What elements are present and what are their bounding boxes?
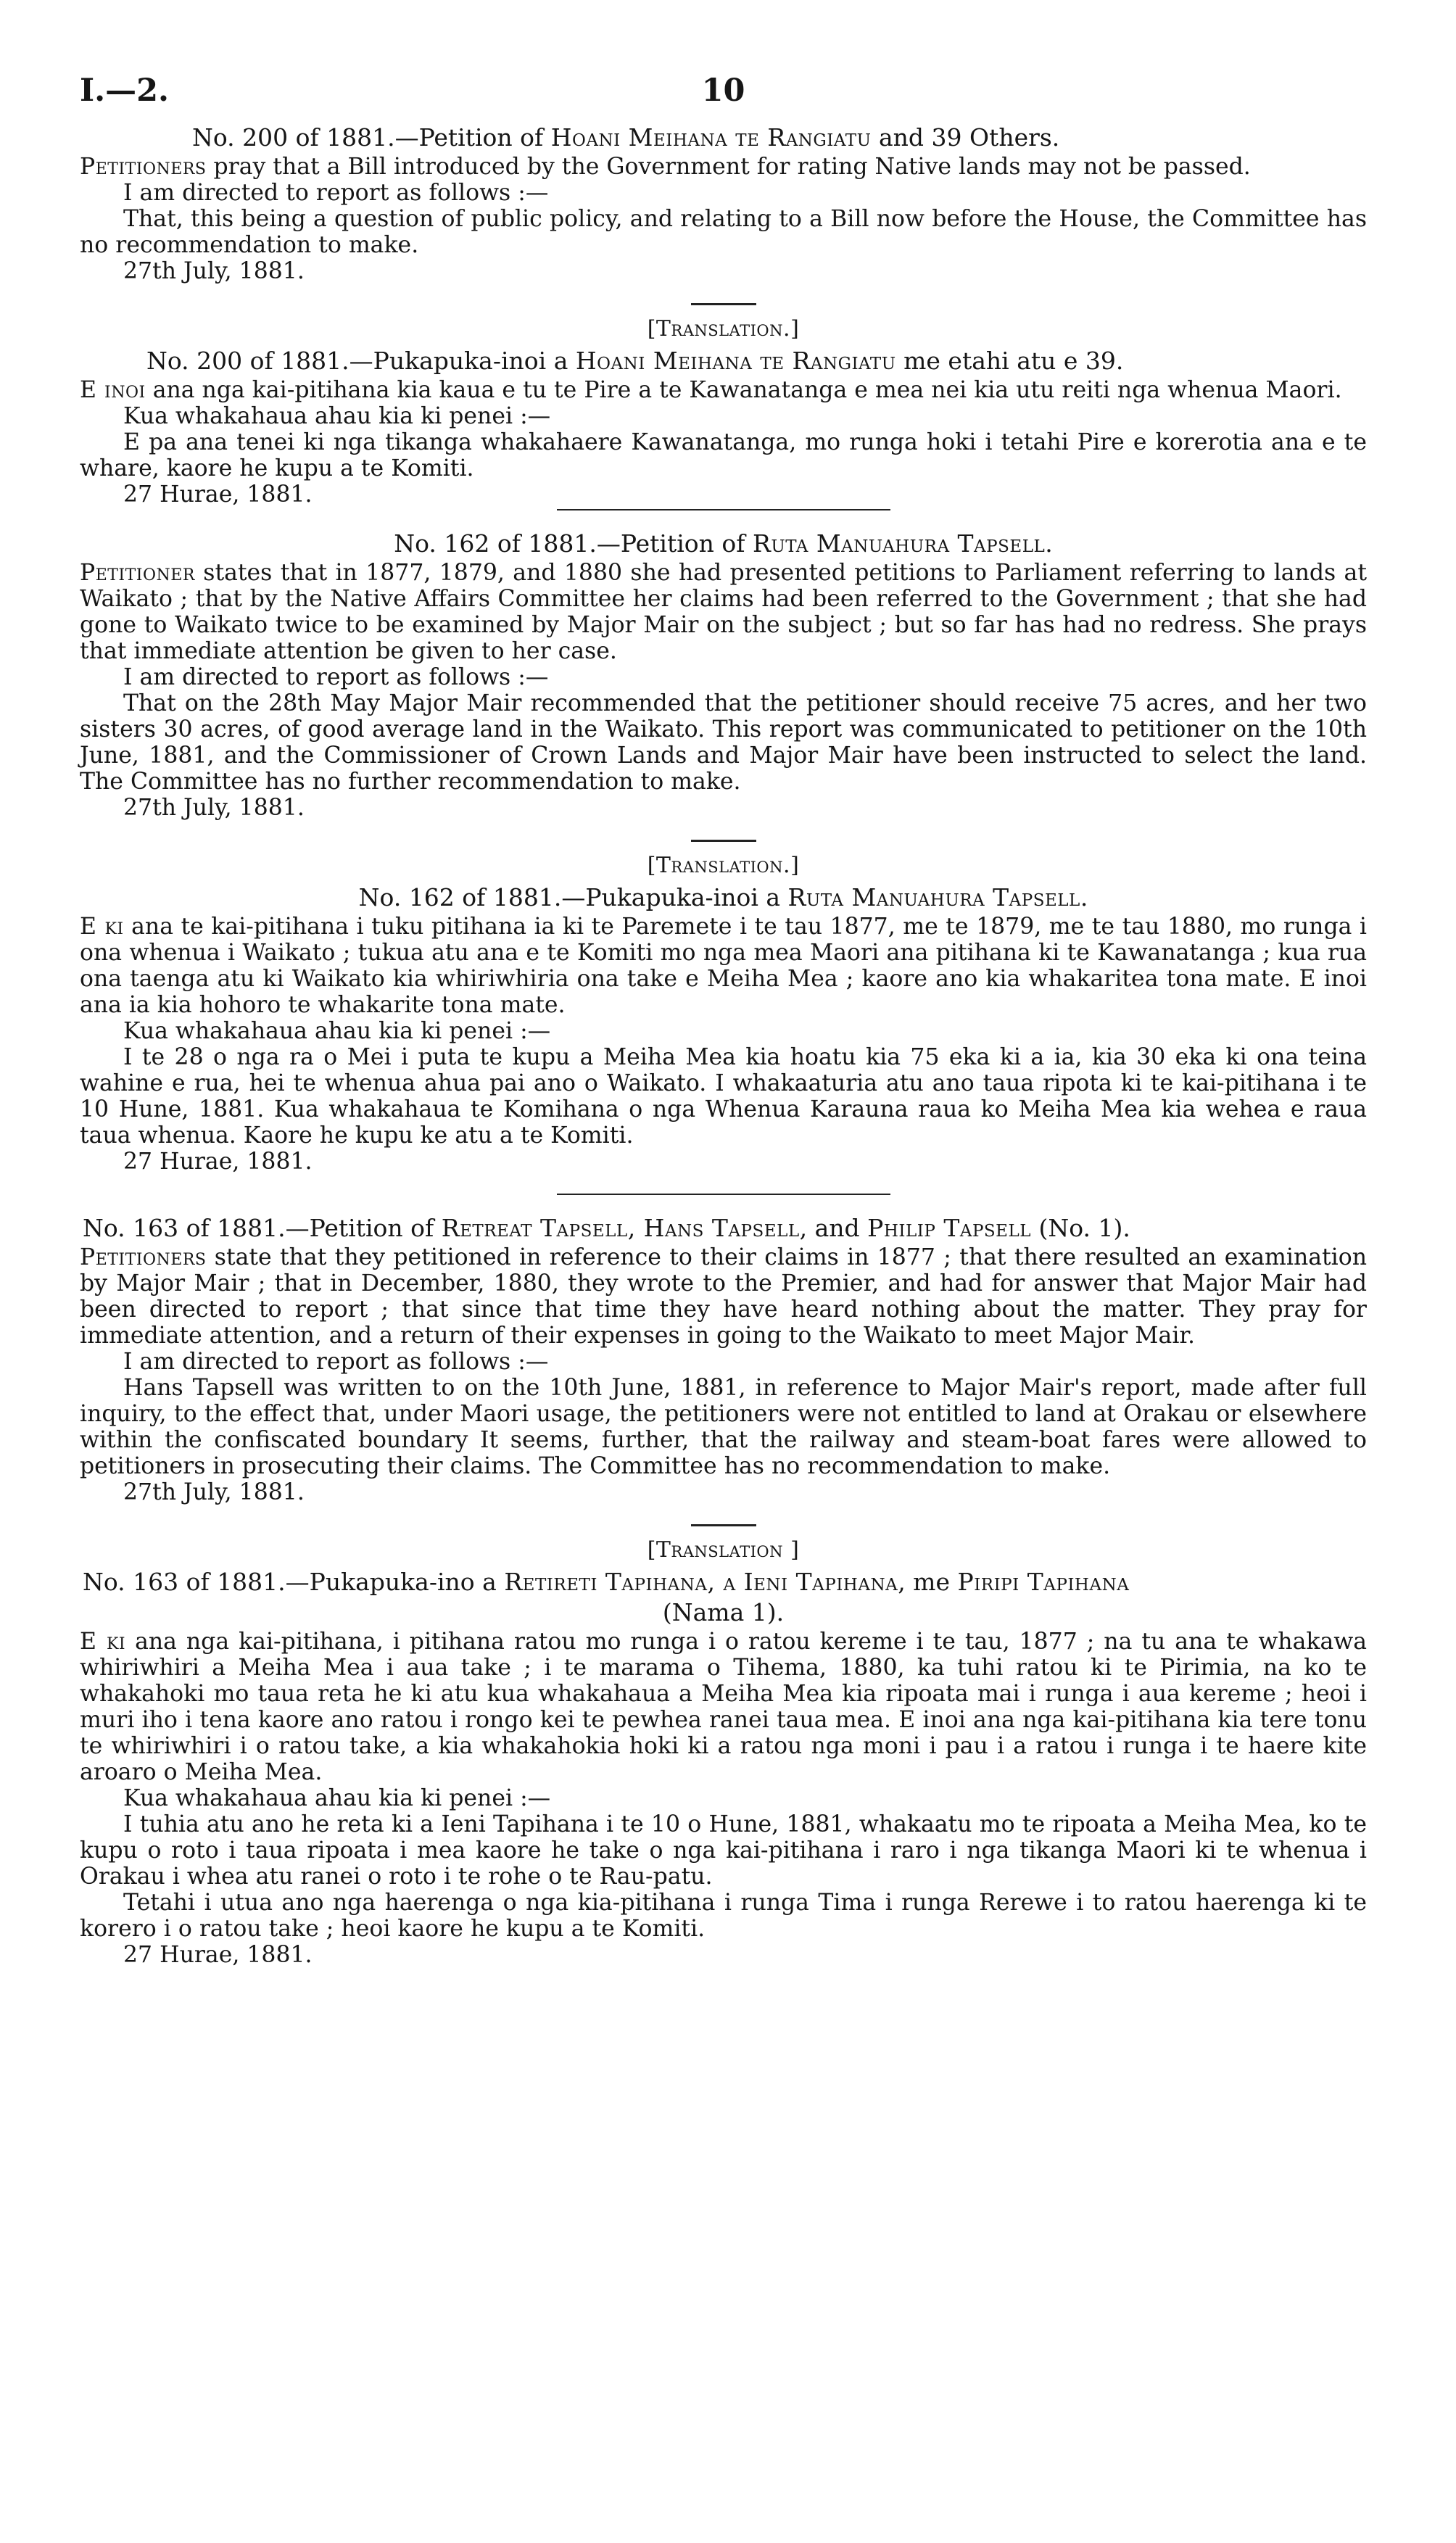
petition-prayer xyxy=(80,560,1367,664)
section-divider xyxy=(691,1524,756,1526)
petitioner-name: Hoani Meihana te Rangiatu xyxy=(575,347,896,375)
page-header xyxy=(80,73,1367,123)
petitioner-name: Ruta Manuahura Tapsell xyxy=(752,529,1046,558)
petition-heading xyxy=(80,529,1367,558)
petition-prayer xyxy=(80,154,1367,180)
petition-prayer xyxy=(80,377,1367,403)
section-divider xyxy=(557,509,890,510)
petitioner-name-2: Philip Tapsell xyxy=(867,1214,1032,1242)
petition-heading xyxy=(80,1568,1367,1597)
petition-prayer xyxy=(80,1244,1367,1349)
heading-number: No. 162 of 1881.—Pukapuka-inoi a xyxy=(358,883,788,911)
prayer-text: ana te kai-pitihana i tuku pitihana ia ki te Paremete i te tau 1877, me te 1879, me te tau 1880, mo runga i ona whenua i Waikato ; tukua atu ana e te Komiti mo nga mea Maori ana pitihana ki te Kawanatanga ; kua rua ona taenga atu ki Waikato kia whiriwhiria ona take e Meiha Mea ; kaore ano kia whakaritea tona mate. E inoi ana ia kia hohoro te whakarite tona mate. xyxy=(80,914,1367,1018)
petitioner-name: Retireti Tapihana, a Ieni Tapihana xyxy=(504,1568,898,1596)
petitioner-name: Retreat Tapsell, Hans Tapsell xyxy=(441,1214,800,1242)
petitioner-name: Hoani Meihana te Rangiatu xyxy=(550,123,872,152)
report-date: 27 Hurae, 1881. xyxy=(123,1942,313,1968)
report-date: 27th July, 1881. xyxy=(123,795,305,821)
heading-number: No. 163 of 1881.—Pukapuka-ino a xyxy=(83,1568,505,1596)
prayer-text: ana nga kai-pitihana kia kaua e tu te Pire a te Kawanatanga e mea nei kia utu reiti nga whenua Maori. xyxy=(145,377,1342,403)
petition-prayer xyxy=(80,1629,1367,1785)
heading-tail: . xyxy=(1045,529,1053,558)
translation-label-text: [Translation.] xyxy=(647,853,800,878)
report-intro: Kua whakahaua ahau kia ki penei :— xyxy=(123,403,551,429)
heading-connector: , me xyxy=(898,1568,958,1596)
heading-number: No. 163 of 1881.—Petition of xyxy=(83,1214,442,1242)
petition-200-maori xyxy=(80,314,1367,508)
translation-label xyxy=(80,851,1367,880)
petition-162-maori xyxy=(80,851,1367,1175)
heading-tail: and 39 Others. xyxy=(871,123,1060,152)
report-intro: I am directed to report as follows :— xyxy=(123,1349,549,1375)
report-text-2: Tetahi i utua ano nga haerenga o nga kia-pitihana i runga Tima i runga Rerewe i to ratou haerenga ki te korero i o ratou take ; heoi kaore he kupu a te Komiti. xyxy=(80,1890,1367,1942)
report-text: That, this being a question of public policy, and relating to a Bill now before the House, the Committee has no recommendation to make. xyxy=(80,206,1367,258)
petition-162-english xyxy=(80,529,1367,821)
report-date: 27th July, 1881. xyxy=(123,1479,305,1505)
heading-number: No. 200 of 1881.—Pukapuka-inoi a xyxy=(146,347,576,375)
petition-200-english xyxy=(80,123,1367,284)
document-page xyxy=(80,73,1367,1968)
petitioner-name: Ruta Manuahura Tapsell xyxy=(787,883,1080,911)
section-divider xyxy=(557,1194,890,1195)
petition-heading xyxy=(80,883,1367,912)
prayer-text: pray that a Bill introduced by the Government for rating Native lands may not be passed. xyxy=(206,154,1251,180)
report-text: That on the 28th May Major Mair recommended that the petitioner should receive 75 acres, and her two sisters 30 acres, of good average land in the Waikato. This report was communicated to petitioner on the 10th June, 1881, and the Commissioner of Crown Lands and Major Mair have been instructed to select the land. The Committee has no further recommendation to make. xyxy=(80,690,1367,795)
report-text: E pa ana tenei ki nga tikanga whakahaere Kawanatanga, mo runga hoki i tetahi Pire e korerotia ana e te whare, kaore he kupu a te Komiti. xyxy=(80,429,1367,481)
lead-word: E ki xyxy=(80,914,124,940)
petition-heading xyxy=(80,123,1367,152)
translation-label-text: [Translation ] xyxy=(647,1537,800,1563)
prayer-text: ana nga kai-pitihana, i pitihana ratou mo runga i o ratou kereme i te tau, 1877 ; na tu ana te whakawa whiriwhiri a Meiha Mea i aua take ; i te marama o Tihema, 1880, ka tuhi ratou ki te Pirimia, na ko te whakahoki mo taua reta he ki atu kua whakahaua a Meiha Mea kia ripoata mai i runga i aua kereme ; heoi i muri iho i tena kaore ano ratou i rongo kei te pewhea ranei taua mea. E inoi ana nga kai-pitihana kia tere tonu te whiriwhiri i o ratou take, a kia whakahokia hoki ki a ratou nga moni i pau i a ratou i runga i te haere kite aroaro o Meiha Mea. xyxy=(80,1629,1367,1785)
prayer-text: state that they petitioned in reference to their claims in 1877 ; that there resulted an examination by Major Mair ; that in December, 1880, they wrote to the Premier, and had for answer that Major Mair had been directed to report ; that since that time they have heard nothing about the matter. They pray for immediate attention, and a return of their expenses in going to the Waikato to meet Major Mair. xyxy=(80,1244,1367,1349)
petition-heading xyxy=(80,1214,1367,1243)
heading-number: No. 200 of 1881.—Petition of xyxy=(192,123,551,152)
report-intro: Kua whakahaua ahau kia ki penei :— xyxy=(123,1018,551,1044)
page-number: 10 xyxy=(701,73,745,109)
petitioner-name-2: Piripi Tapihana xyxy=(957,1568,1130,1596)
petition-prayer xyxy=(80,914,1367,1018)
lead-word: Petitioners xyxy=(80,154,207,180)
report-date: 27th July, 1881. xyxy=(123,258,305,284)
prayer-text: states that in 1877, 1879, and 1880 she had presented petitions to Parliament referring to lands at Waikato ; that by the Native Affairs Committee her claims had been referred to the Government ; that she had gone to Waikato twice to be examined by Major Mair on the subject ; but so far has had no redress. She prays that immediate attention be given to her case. xyxy=(80,560,1367,664)
section-divider xyxy=(691,840,756,842)
report-intro: I am directed to report as follows :— xyxy=(123,664,549,690)
translation-label xyxy=(80,1535,1367,1565)
lead-word: E ki xyxy=(80,1629,126,1655)
report-date: 27 Hurae, 1881. xyxy=(123,1149,313,1175)
heading-tail: . xyxy=(1080,883,1088,911)
lead-word: E inoi xyxy=(80,377,146,403)
petition-heading xyxy=(80,347,1367,376)
heading-number: No. 162 of 1881.—Petition of xyxy=(394,529,753,558)
petition-163-maori xyxy=(80,1535,1367,1968)
translation-label xyxy=(80,314,1367,344)
heading-tail: me etahi atu e 39. xyxy=(895,347,1124,375)
lead-word: Petitioners xyxy=(80,1244,207,1270)
report-text: I tuhia atu ano he reta ki a Ieni Tapihana i te 10 o Hune, 1881, whakaatu mo te ripoata a Meiha Mea, ko te kupu o roto i taua ripoata i mea kaore he take o nga kai-pitihana i raro i nga tikanga Maori ki te whenua i Orakau i whea atu ranei o roto i te rohe o te Rau-patu. xyxy=(80,1811,1367,1890)
report-text: Hans Tapsell was written to on the 10th June, 1881, in reference to Major Mair's report, made after full inquiry, to the effect that, under Maori usage, the petitioners were not entitled to land at Orakau or elsewhere within the confiscated boundary It seems, further, that the railway and steam-boat fares were allowed to petitioners in prosecuting their claims. The Committee has no recommendation to make. xyxy=(80,1375,1367,1479)
translation-label-text: [Translation.] xyxy=(647,316,800,342)
section-divider xyxy=(691,303,756,305)
paper-code: I.—2. xyxy=(80,73,169,109)
lead-word: Petitioner xyxy=(80,560,195,586)
heading-connector: , and xyxy=(799,1214,868,1242)
heading-tail: (No. 1). xyxy=(1031,1214,1130,1242)
heading-continuation: (Nama 1). xyxy=(662,1598,785,1626)
report-intro: Kua whakahaua ahau kia ki penei :— xyxy=(123,1785,551,1811)
report-date: 27 Hurae, 1881. xyxy=(123,481,313,508)
report-text: I te 28 o nga ra o Mei i puta te kupu a Meiha Mea kia hoatu kia 75 eka ki a ia, kia 30 eka ki ona teina wahine e rua, hei te whenua ahua pai ano o Waikato. I whakaaturia atu ano taua ripota ki te kai-pitihana i te 10 Hune, 1881. Kua whakahaua te Komihana o nga Whenua Karauna raua ko Meiha Mea kia wehea e raua taua whenua. Kaore he kupu ke atu a te Komiti. xyxy=(80,1044,1367,1149)
petition-163-english xyxy=(80,1214,1367,1505)
report-intro: I am directed to report as follows :— xyxy=(123,180,549,206)
